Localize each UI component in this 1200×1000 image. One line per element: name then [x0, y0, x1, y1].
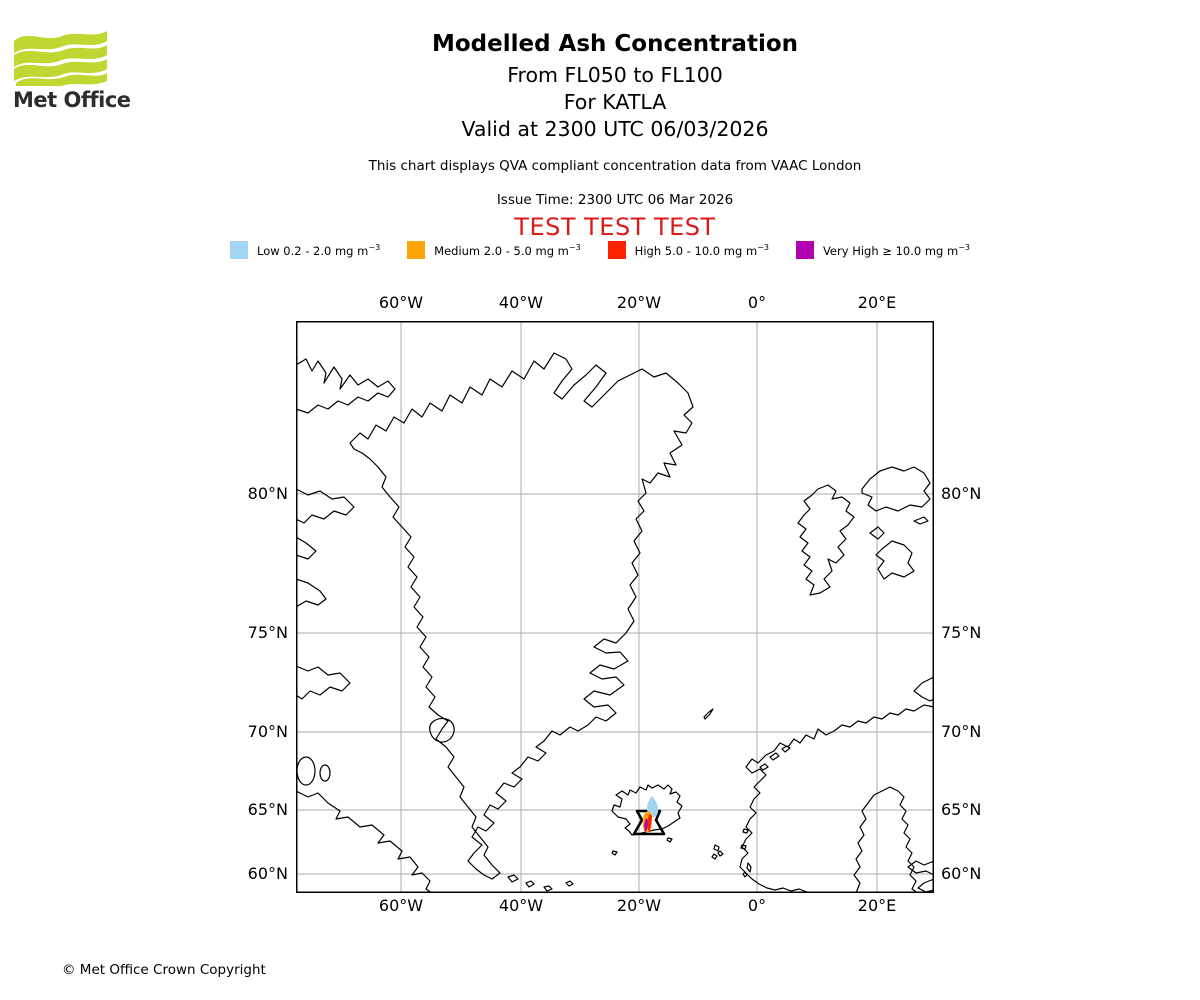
test-banner: TEST TEST TEST: [514, 213, 716, 241]
legend-label-medium: Medium 2.0 - 5.0: [434, 243, 532, 258]
chart-description: This chart displays QVA compliant concentration data from VAAC London: [368, 158, 862, 174]
legend-label-low: Low 0.2 - 2.0: [256, 243, 332, 258]
nordaustlandet-coastline: [862, 467, 930, 511]
edgeoya-coastline: [876, 541, 914, 579]
lon-tick-bottom-60w: 60°W: [378, 896, 424, 915]
jan-mayen-island: [704, 709, 713, 719]
legend-item-low: Low 0.2 - 2.0 mg $m^{-3}$: [230, 241, 380, 259]
legend-item-medium: Medium 2.0 - 5.0 mg $m^{-3}$: [407, 241, 581, 259]
norway-coastline: [740, 705, 934, 893]
map-panel: [296, 321, 934, 893]
lon-tick-bottom-20e: 20°E: [857, 896, 897, 915]
subtitle-volcano: For KATLA: [563, 90, 667, 114]
disko-island: [430, 719, 454, 742]
lon-tick-top-20w: 20°W: [616, 293, 662, 312]
map-canvas: [296, 321, 934, 893]
lon-tick-top-40w: 40°W: [498, 293, 544, 312]
ellesmere-coastline: [296, 359, 395, 413]
lon-tick-top-0: 0°: [747, 293, 767, 312]
lat-tick-right-70n: 70°N: [941, 722, 982, 741]
spitsbergen-coastline: [798, 485, 854, 595]
issue-time: Issue Time: 2300 UTC 06 Mar 2026: [496, 192, 734, 208]
map-frame: [297, 322, 934, 893]
lon-tick-bottom-40w: 40°W: [498, 896, 544, 915]
lat-tick-left-80n: 80°N: [247, 484, 288, 503]
lat-tick-right-65n: 65°N: [941, 800, 982, 819]
lat-tick-left-60n: 60°N: [247, 864, 288, 883]
baffin-fjords: [296, 666, 350, 699]
lon-tick-bottom-20w: 20°W: [616, 896, 662, 915]
legend-label-high: High 5.0 - 10.0: [634, 243, 721, 258]
lat-tick-left-70n: 70°N: [247, 722, 288, 741]
lat-tick-right-75n: 75°N: [941, 623, 982, 642]
lat-tick-left-65n: 65°N: [247, 800, 288, 819]
faroe-islands: [714, 845, 719, 851]
kola-coastline: [914, 677, 934, 701]
lat-tick-left-75n: 75°N: [247, 623, 288, 642]
very-high-swatch: [796, 241, 814, 259]
baffin-coastline: [296, 791, 432, 893]
concentration-legend: [0, 241, 1200, 259]
lon-tick-top-60w: 60°W: [378, 293, 424, 312]
lat-tick-right-80n: 80°N: [941, 484, 982, 503]
subtitle-flight-levels: From FL050 to FL100: [507, 63, 723, 87]
low-swatch: [230, 241, 248, 259]
coastlines: [296, 353, 934, 893]
lat-tick-right-60n: 60°N: [941, 864, 982, 883]
graticule-grid: [296, 321, 934, 893]
legend-item-very-high: Very High ≥ 10.0 mg $m^{-3}$: [796, 241, 970, 259]
legend-item-high: High 5.0 - 10.0 mg $m^{-3}$: [608, 241, 769, 259]
gulf-of-bothnia-coastline: [854, 787, 918, 893]
medium-swatch: [407, 241, 425, 259]
shetland-islands: [747, 863, 751, 872]
legend-label-very-high: Very High ≥ 10.0: [822, 243, 922, 258]
subtitle-valid-time: Valid at 2300 UTC 06/03/2026: [461, 117, 769, 141]
lon-tick-bottom-0: 0°: [747, 896, 767, 915]
met-office-logo-text: Met Office: [13, 88, 131, 112]
copyright-notice: © Met Office Crown Copyright: [62, 962, 266, 978]
page-title: Modelled Ash Concentration: [431, 31, 799, 57]
high-swatch: [608, 241, 626, 259]
lon-tick-top-20e: 20°E: [857, 293, 897, 312]
